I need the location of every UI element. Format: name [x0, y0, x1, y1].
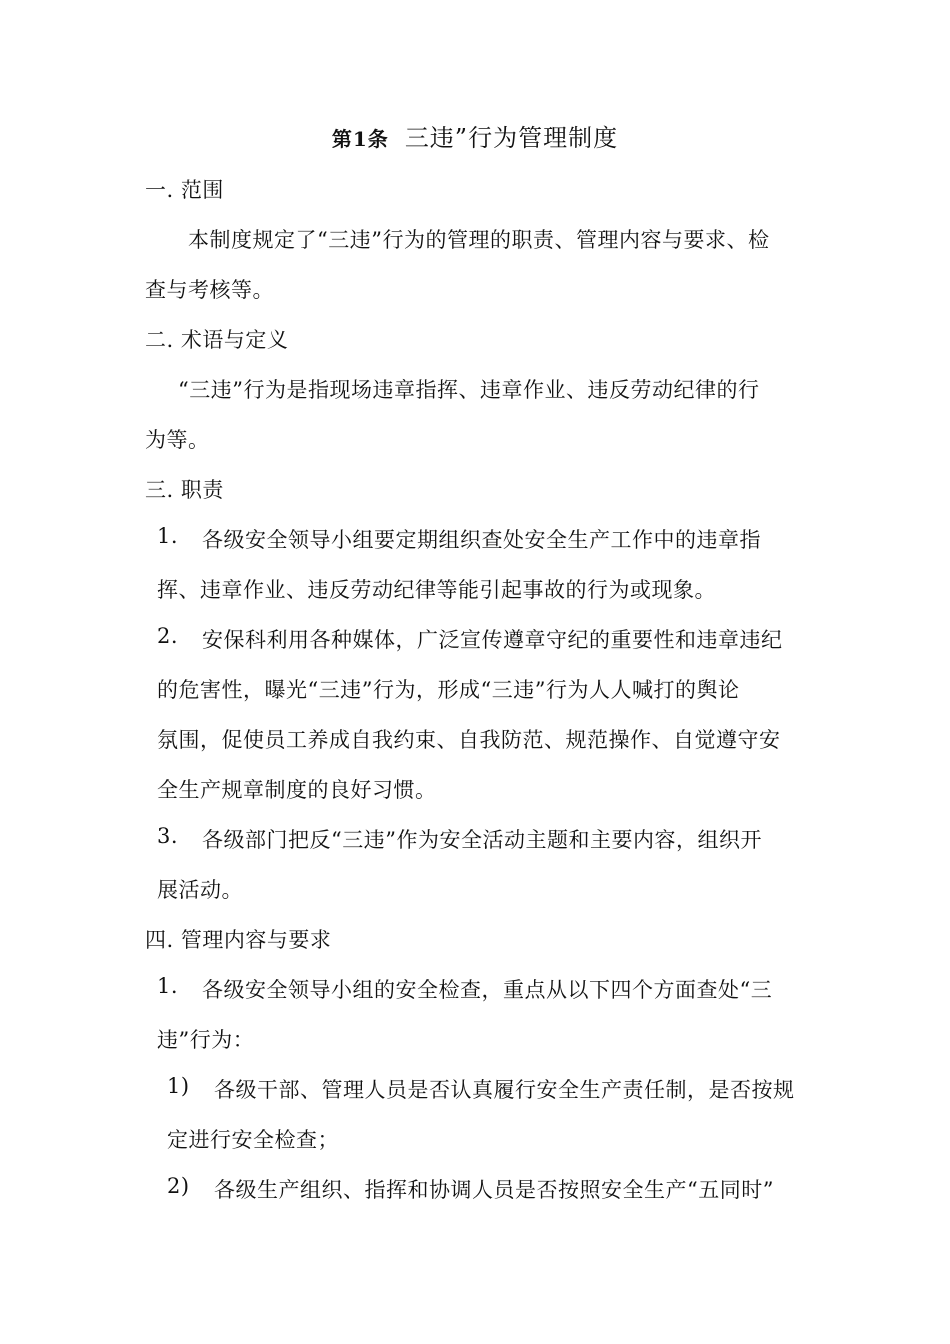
page-title — [0, 118, 950, 153]
list-item-number: 1. — [157, 974, 179, 998]
sub-item-line: 各级生产组织、指挥和协调人员是否按照安全生产“五同时” — [214, 1178, 774, 1202]
list-item-number: 2. — [157, 624, 179, 648]
paragraph-line: 本制度规定了“三违”行为的管理的职责、管理内容与要求、检 — [188, 228, 770, 252]
list-item-number: 3. — [157, 824, 179, 848]
sub-item-line: 定进行安全检查； — [167, 1128, 339, 1152]
paragraph-line: 为等。 — [145, 428, 210, 452]
list-item-line: 各级安全领导小组要定期组织查处安全生产工作中的违章指 — [202, 528, 761, 552]
section-heading-duties: 三. 职责 — [145, 478, 224, 502]
list-item-line: 各级部门把反“三违”作为安全活动主题和主要内容，组织开 — [202, 828, 762, 852]
sub-item-number: 1) — [167, 1074, 190, 1098]
paragraph-line: 查与考核等。 — [145, 278, 274, 302]
sub-item-line: 各级干部、管理人员是否认真履行安全生产责任制，是否按规 — [214, 1078, 795, 1102]
section-heading-management: 四. 管理内容与要求 — [145, 928, 332, 952]
list-item-number: 1. — [157, 524, 179, 548]
list-item-line: 挥、违章作业、违反劳动纪律等能引起事故的行为或现象。 — [157, 578, 716, 602]
list-item-line: 违”行为： — [157, 1028, 255, 1052]
list-item-line: 展活动。 — [157, 878, 243, 902]
section-heading-scope: 一. 范围 — [145, 178, 224, 202]
paragraph-line: “三违”行为是指现场违章指挥、违章作业、违反劳动纪律的行 — [178, 378, 760, 402]
list-item-line: 氛围，促使员工养成自我约束、自我防范、规范操作、自觉遵守安 — [157, 728, 781, 752]
list-item-line: 各级安全领导小组的安全检查，重点从以下四个方面查处“三 — [202, 978, 773, 1002]
list-item-line: 全生产规章制度的良好习惯。 — [157, 778, 437, 802]
title-text: 三违”行为管理制度 — [404, 124, 619, 152]
list-item-line: 安保科利用各种媒体，广泛宣传遵章守纪的重要性和违章违纪 — [202, 628, 783, 652]
section-heading-terms: 二. 术语与定义 — [145, 328, 289, 352]
title-article-number: 第1条 — [331, 127, 389, 151]
sub-item-number: 2) — [167, 1174, 190, 1198]
list-item-line: 的危害性，曝光“三违”行为，形成“三违”行为人人喊打的舆论 — [157, 678, 740, 702]
